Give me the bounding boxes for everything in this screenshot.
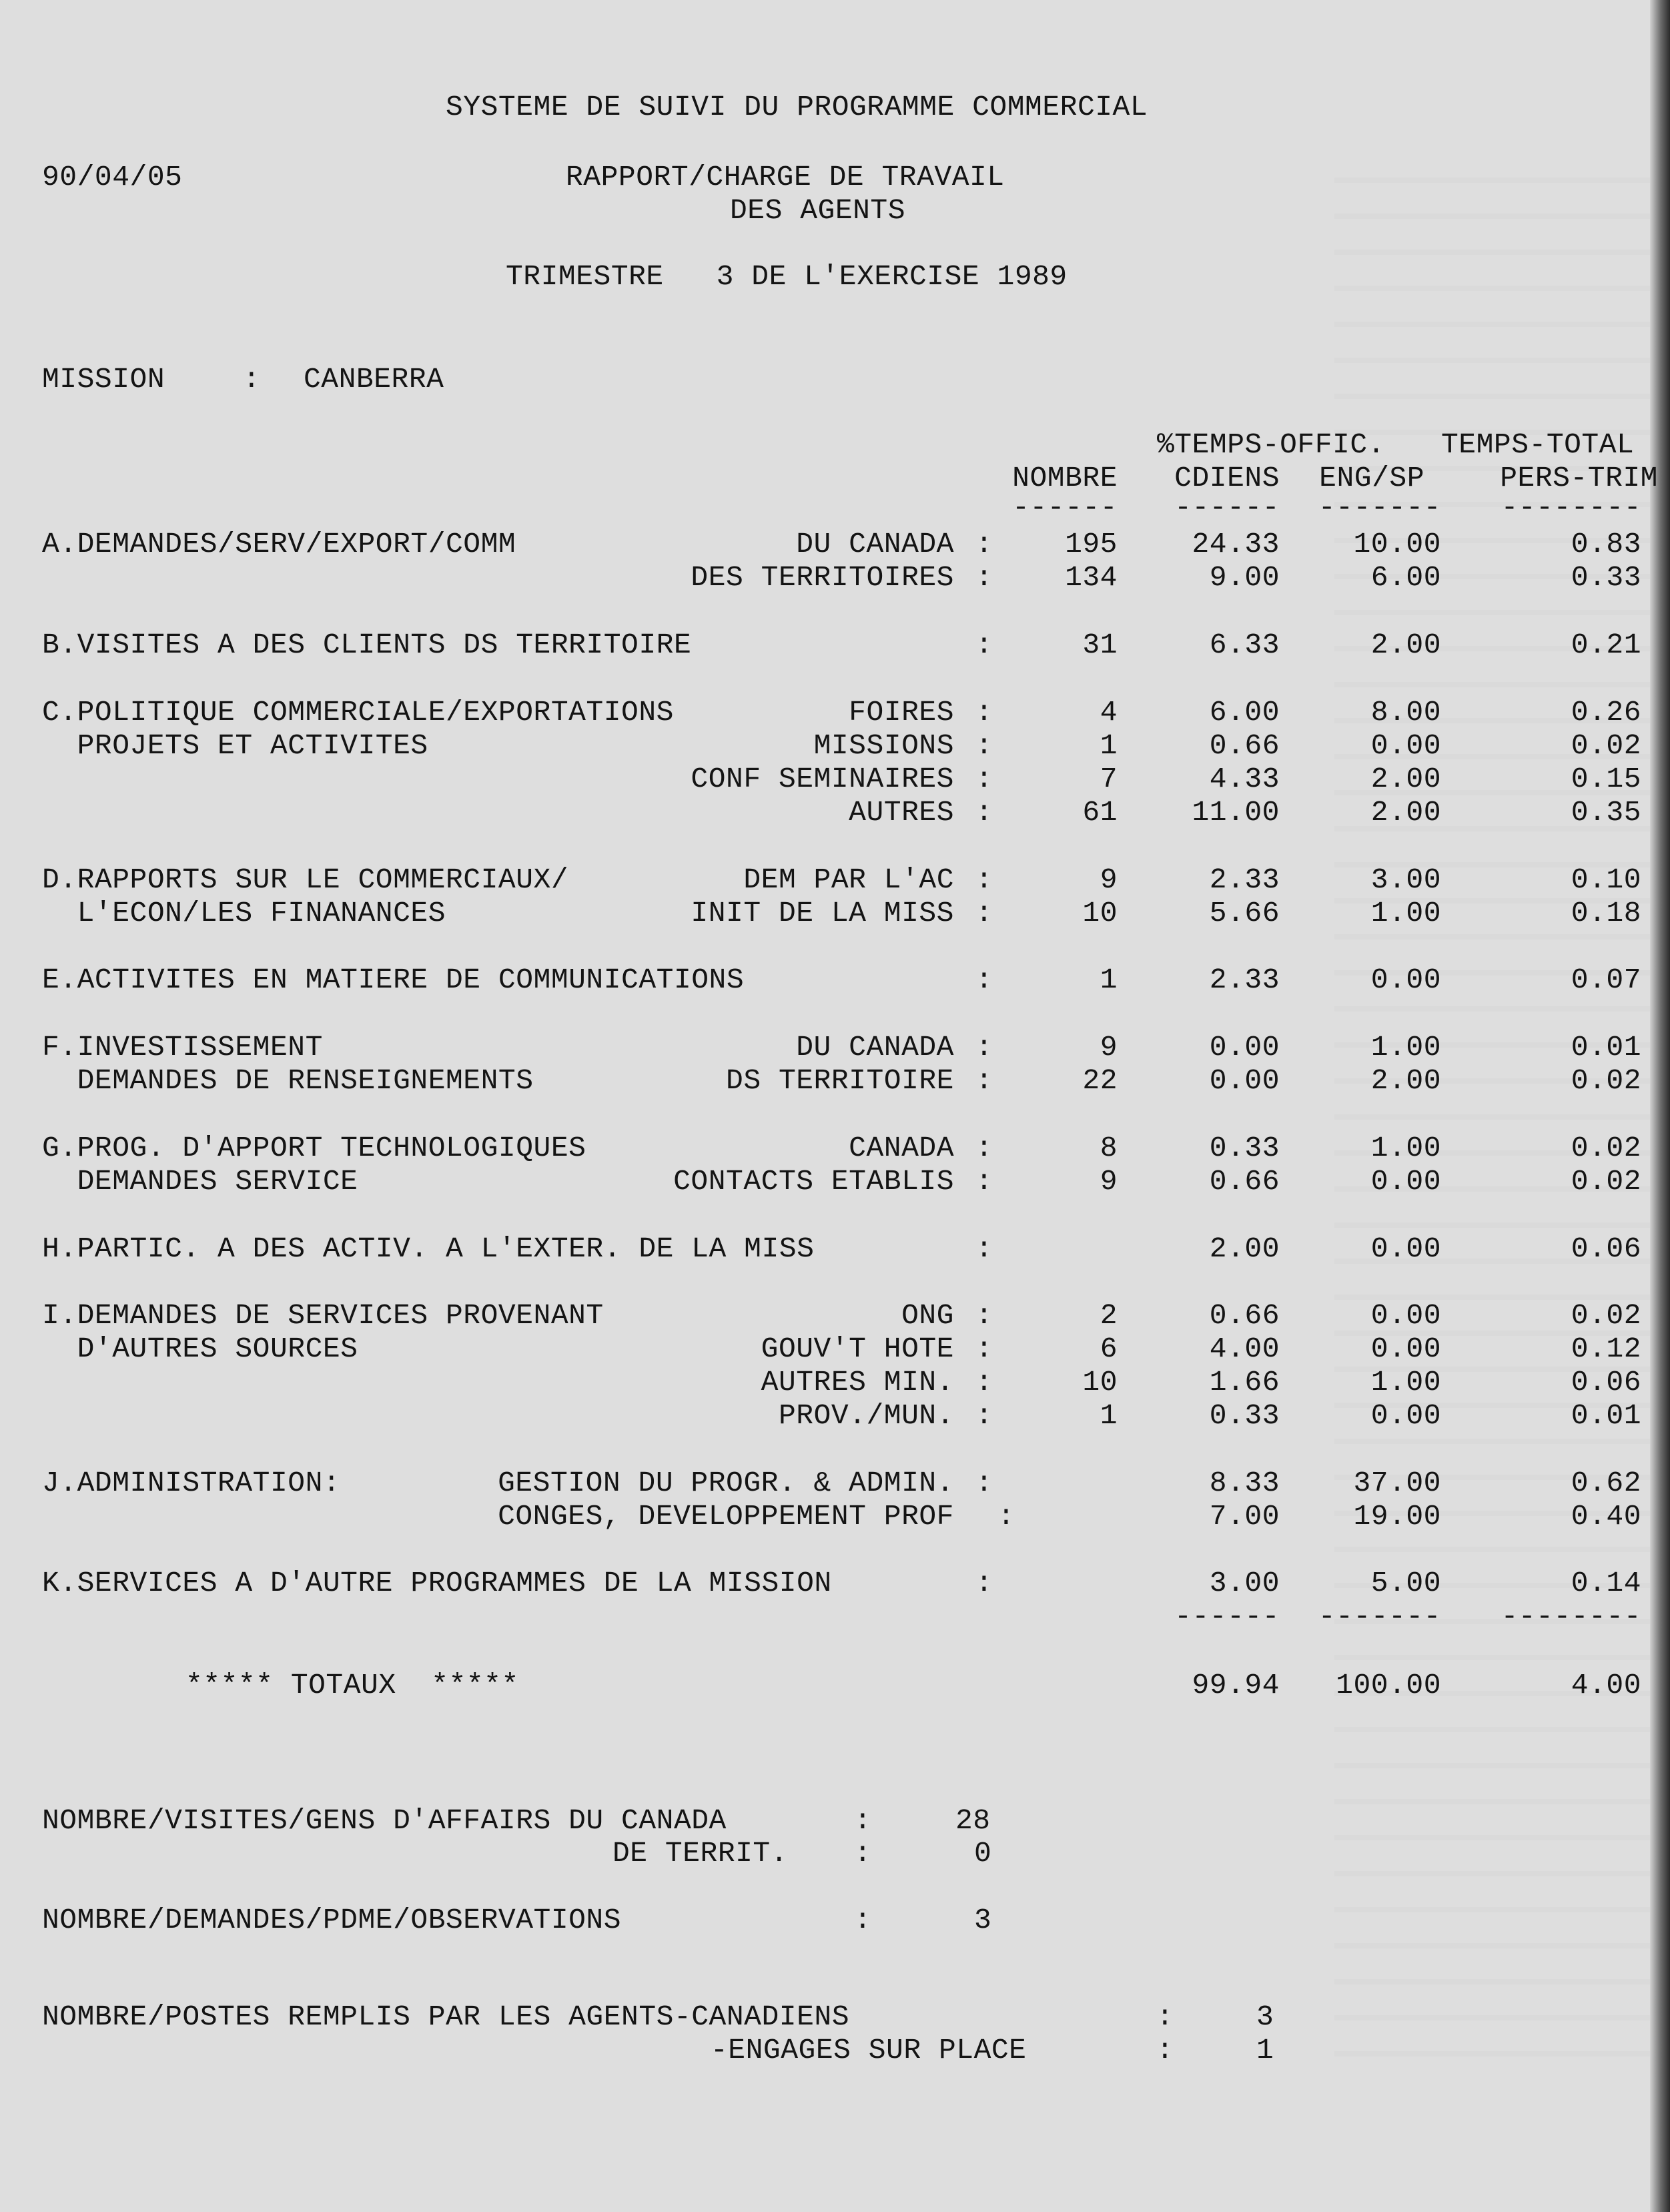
row-sub-cell: CONGES, DEVELOPPEMENT PROF: [498, 1500, 954, 1533]
row-cdiens-cell: 6.00: [1209, 696, 1280, 729]
row-colon-cell: :: [975, 561, 993, 594]
row-colon-cell: :: [975, 1132, 993, 1164]
row-perstrim-cell: 0.33: [1571, 561, 1641, 594]
report-period: TRIMESTRE 3 DE L'EXERCISE 1989: [506, 260, 1068, 293]
row-cdiens-cell: 7.00: [1209, 1500, 1280, 1533]
row-sub-cell: GESTION DU PROGR. & ADMIN.: [498, 1467, 954, 1499]
pdme-value: 3: [974, 1904, 992, 1936]
row-engsp-cell: 2.00: [1370, 796, 1441, 829]
row-cdiens-cell: 1.66: [1209, 1366, 1280, 1399]
pdme-colon: :: [854, 1904, 872, 1936]
temps-total-group-header: TEMPS-TOTAL: [1441, 428, 1635, 461]
row-perstrim-cell: 0.12: [1571, 1333, 1641, 1365]
report-title-line-2: DES AGENTS: [730, 194, 906, 227]
row-perstrim-cell: 0.21: [1571, 629, 1641, 661]
pdme-label: NOMBRE/DEMANDES/PDME/OBSERVATIONS: [42, 1904, 622, 1936]
row-perstrim-cell: 0.02: [1571, 1132, 1641, 1164]
row-nombre-cell: 7: [1100, 763, 1118, 795]
row-nombre-cell: 8: [1100, 1132, 1118, 1164]
row-engsp-cell: 1.00: [1370, 1366, 1441, 1399]
row-cdiens-cell: 0.00: [1209, 1031, 1280, 1064]
totals-engsp: 100.00: [1336, 1669, 1441, 1702]
row-left-cell: G.PROG. D'APPORT TECHNOLOGIQUES: [42, 1132, 586, 1164]
row-sub-cell: AUTRES MIN.: [761, 1366, 954, 1399]
row-colon-cell: :: [975, 1064, 993, 1097]
system-title: SYSTEME DE SUIVI DU PROGRAMME COMMERCIAL: [446, 91, 1148, 123]
row-colon-cell: :: [975, 1567, 993, 1599]
mission-label: MISSION: [42, 363, 165, 396]
row-left-cell: K.SERVICES A D'AUTRE PROGRAMMES DE LA MISSION: [42, 1567, 832, 1599]
row-colon-cell: :: [975, 964, 993, 996]
row-engsp-cell: 2.00: [1370, 629, 1441, 661]
totals-perstrim-rule: --------: [1501, 1600, 1641, 1633]
row-nombre-cell: 9: [1100, 1031, 1118, 1064]
territ-colon: :: [854, 1837, 872, 1870]
row-sub-cell: DU CANADA: [796, 528, 954, 561]
row-cdiens-cell: 0.66: [1209, 729, 1280, 762]
row-colon-cell: :: [975, 796, 993, 829]
row-left-cell: B.VISITES A DES CLIENTS DS TERRITOIRE: [42, 629, 692, 661]
engsp-header: ENG/SP: [1319, 462, 1424, 494]
row-engsp-cell: 1.00: [1370, 1031, 1441, 1064]
row-nombre-cell: 9: [1100, 1165, 1118, 1198]
row-cdiens-cell: 8.33: [1209, 1467, 1280, 1499]
row-left-cell: A.DEMANDES/SERV/EXPORT/COMM: [42, 528, 516, 561]
totals-cdiens-rule: ------: [1174, 1600, 1280, 1633]
row-sub-cell: DES TERRITOIRES: [691, 561, 954, 594]
row-nombre-cell: 1: [1100, 1399, 1118, 1432]
row-perstrim-cell: 0.02: [1571, 729, 1641, 762]
row-engsp-cell: 0.00: [1370, 1333, 1441, 1365]
row-colon-cell: :: [975, 897, 993, 930]
row-colon-cell: :: [975, 1299, 993, 1332]
row-colon-cell: :: [975, 1366, 993, 1399]
postes-value: 3: [1256, 2000, 1274, 2033]
nombre-header-rule: ------: [1012, 491, 1118, 524]
row-perstrim-cell: 0.02: [1571, 1064, 1641, 1097]
engsp-header-rule: -------: [1318, 491, 1441, 524]
nombre-header: NOMBRE: [1012, 462, 1118, 494]
row-engsp-cell: 0.00: [1370, 1232, 1441, 1265]
row-nombre-cell: 134: [1065, 561, 1118, 594]
row-perstrim-cell: 0.40: [1571, 1500, 1641, 1533]
row-perstrim-cell: 0.01: [1571, 1031, 1641, 1064]
row-perstrim-cell: 0.35: [1571, 796, 1641, 829]
row-nombre-cell: 6: [1100, 1333, 1118, 1365]
row-left-cell: C.POLITIQUE COMMERCIALE/EXPORTATIONS: [42, 696, 674, 729]
row-left-cell: L'ECON/LES FINANANCES: [42, 897, 446, 930]
row-perstrim-cell: 0.06: [1571, 1232, 1641, 1265]
row-left-cell: D'AUTRES SOURCES: [42, 1333, 358, 1365]
row-engsp-cell: 2.00: [1370, 1064, 1441, 1097]
page-edge-shadow: [1650, 0, 1670, 2212]
row-perstrim-cell: 0.14: [1571, 1567, 1641, 1599]
row-nombre-cell: 195: [1065, 528, 1118, 561]
row-engsp-cell: 0.00: [1370, 1299, 1441, 1332]
row-left-cell: DEMANDES SERVICE: [42, 1165, 358, 1198]
row-cdiens-cell: 11.00: [1192, 796, 1280, 829]
row-left-cell: E.ACTIVITES EN MATIERE DE COMMUNICATIONS: [42, 964, 745, 996]
row-perstrim-cell: 0.62: [1571, 1467, 1641, 1499]
cdiens-header: CDIENS: [1174, 462, 1280, 494]
row-colon-cell: :: [975, 863, 993, 896]
row-cdiens-cell: 0.33: [1209, 1132, 1280, 1164]
row-colon-cell: :: [975, 763, 993, 795]
row-engsp-cell: 2.00: [1370, 763, 1441, 795]
row-perstrim-cell: 0.18: [1571, 897, 1641, 930]
row-sub-cell: CANADA: [849, 1132, 954, 1164]
visits-value: 28: [955, 1804, 991, 1837]
row-colon-cell: :: [975, 696, 993, 729]
row-perstrim-cell: 0.15: [1571, 763, 1641, 795]
totals-perstrim: 4.00: [1571, 1669, 1641, 1702]
row-nombre-cell: 61: [1082, 796, 1118, 829]
row-colon-cell: :: [975, 1467, 993, 1499]
row-left-cell: J.ADMINISTRATION:: [42, 1467, 341, 1499]
row-engsp-cell: 6.00: [1370, 561, 1441, 594]
row-cdiens-cell: 0.00: [1209, 1064, 1280, 1097]
pct-offic-group-header: %TEMPS-OFFIC.: [1157, 428, 1385, 461]
row-sub-cell: MISSIONS: [813, 729, 954, 762]
row-colon-cell: :: [997, 1500, 1015, 1533]
mission-colon: :: [243, 363, 261, 396]
row-sub-cell: DS TERRITOIRE: [726, 1064, 954, 1097]
row-cdiens-cell: 0.66: [1209, 1165, 1280, 1198]
row-cdiens-cell: 2.33: [1209, 863, 1280, 896]
row-engsp-cell: 10.00: [1353, 528, 1441, 561]
row-engsp-cell: 5.00: [1370, 1567, 1441, 1599]
row-left-cell: I.DEMANDES DE SERVICES PROVENANT: [42, 1299, 604, 1332]
row-left-cell: H.PARTIC. A DES ACTIV. A L'EXTER. DE LA MISS: [42, 1232, 815, 1265]
row-perstrim-cell: 0.10: [1571, 863, 1641, 896]
row-cdiens-cell: 0.33: [1209, 1399, 1280, 1432]
row-perstrim-cell: 0.07: [1571, 964, 1641, 996]
row-colon-cell: :: [975, 1031, 993, 1064]
row-cdiens-cell: 4.00: [1209, 1333, 1280, 1365]
row-engsp-cell: 0.00: [1370, 729, 1441, 762]
perstrim-header: PERS-TRIM: [1500, 462, 1658, 494]
row-nombre-cell: 10: [1082, 897, 1118, 930]
row-engsp-cell: 3.00: [1370, 863, 1441, 896]
row-engsp-cell: 1.00: [1370, 1132, 1441, 1164]
row-sub-cell: DU CANADA: [796, 1031, 954, 1064]
row-cdiens-cell: 24.33: [1192, 528, 1280, 561]
engages-value: 1: [1256, 2034, 1274, 2067]
row-nombre-cell: 31: [1082, 629, 1118, 661]
row-nombre-cell: 1: [1100, 729, 1118, 762]
row-perstrim-cell: 0.26: [1571, 696, 1641, 729]
row-perstrim-cell: 0.02: [1571, 1165, 1641, 1198]
row-nombre-cell: 2: [1100, 1299, 1118, 1332]
row-left-cell: PROJETS ET ACTIVITES: [42, 729, 428, 762]
report-title-line-1: RAPPORT/CHARGE DE TRAVAIL: [566, 161, 1005, 194]
row-colon-cell: :: [975, 528, 993, 561]
row-left-cell: D.RAPPORTS SUR LE COMMERCIAUX/: [42, 863, 569, 896]
row-sub-cell: CONF SEMINAIRES: [691, 763, 954, 795]
row-left-cell: DEMANDES DE RENSEIGNEMENTS: [42, 1064, 534, 1097]
row-cdiens-cell: 9.00: [1209, 561, 1280, 594]
row-colon-cell: :: [975, 1232, 993, 1265]
row-engsp-cell: 0.00: [1370, 1165, 1441, 1198]
visits-colon: :: [854, 1804, 872, 1837]
row-perstrim-cell: 0.01: [1571, 1399, 1641, 1432]
row-sub-cell: INIT DE LA MISS: [691, 897, 954, 930]
row-colon-cell: :: [975, 729, 993, 762]
engages-colon: :: [1156, 2034, 1174, 2067]
row-sub-cell: AUTRES: [849, 796, 954, 829]
report-date: 90/04/05: [42, 161, 183, 194]
row-colon-cell: :: [975, 1165, 993, 1198]
row-cdiens-cell: 3.00: [1209, 1567, 1280, 1599]
row-engsp-cell: 1.00: [1370, 897, 1441, 930]
row-engsp-cell: 0.00: [1370, 964, 1441, 996]
territ-value: 0: [974, 1837, 992, 1870]
row-nombre-cell: 9: [1100, 863, 1118, 896]
row-colon-cell: :: [975, 1333, 993, 1365]
row-sub-cell: PROV./MUN.: [778, 1399, 954, 1432]
row-cdiens-cell: 2.00: [1209, 1232, 1280, 1265]
row-sub-cell: GOUV'T HOTE: [761, 1333, 954, 1365]
totals-cdiens: 99.94: [1192, 1669, 1280, 1702]
row-sub-cell: ONG: [901, 1299, 954, 1332]
row-nombre-cell: 4: [1100, 696, 1118, 729]
row-colon-cell: :: [975, 629, 993, 661]
territ-label: DE TERRIT.: [612, 1837, 789, 1870]
totals-engsp-rule: -------: [1318, 1600, 1441, 1633]
engages-label: -ENGAGES SUR PLACE: [711, 2034, 1027, 2067]
row-nombre-cell: 10: [1082, 1366, 1118, 1399]
mission-value: CANBERRA: [304, 363, 444, 396]
row-engsp-cell: 19.00: [1353, 1500, 1441, 1533]
row-nombre-cell: 22: [1082, 1064, 1118, 1097]
perstrim-header-rule: --------: [1501, 491, 1641, 524]
row-sub-cell: DEM PAR L'AC: [743, 863, 954, 896]
row-colon-cell: :: [975, 1399, 993, 1432]
row-cdiens-cell: 6.33: [1209, 629, 1280, 661]
row-nombre-cell: 1: [1100, 964, 1118, 996]
cdiens-header-rule: ------: [1174, 491, 1280, 524]
postes-label: NOMBRE/POSTES REMPLIS PAR LES AGENTS-CANADIENS: [42, 2000, 849, 2033]
row-cdiens-cell: 4.33: [1209, 763, 1280, 795]
row-engsp-cell: 0.00: [1370, 1399, 1441, 1432]
row-cdiens-cell: 0.66: [1209, 1299, 1280, 1332]
row-cdiens-cell: 2.33: [1209, 964, 1280, 996]
row-cdiens-cell: 5.66: [1209, 897, 1280, 930]
totals-label: ***** TOTAUX *****: [185, 1669, 519, 1702]
postes-colon: :: [1156, 2000, 1174, 2033]
visits-label: NOMBRE/VISITES/GENS D'AFFAIRS DU CANADA: [42, 1804, 727, 1837]
row-perstrim-cell: 0.02: [1571, 1299, 1641, 1332]
row-sub-cell: CONTACTS ETABLIS: [673, 1165, 954, 1198]
row-perstrim-cell: 0.83: [1571, 528, 1641, 561]
row-sub-cell: FOIRES: [849, 696, 954, 729]
row-left-cell: F.INVESTISSEMENT: [42, 1031, 323, 1064]
row-perstrim-cell: 0.06: [1571, 1366, 1641, 1399]
row-engsp-cell: 37.00: [1353, 1467, 1441, 1499]
row-engsp-cell: 8.00: [1370, 696, 1441, 729]
